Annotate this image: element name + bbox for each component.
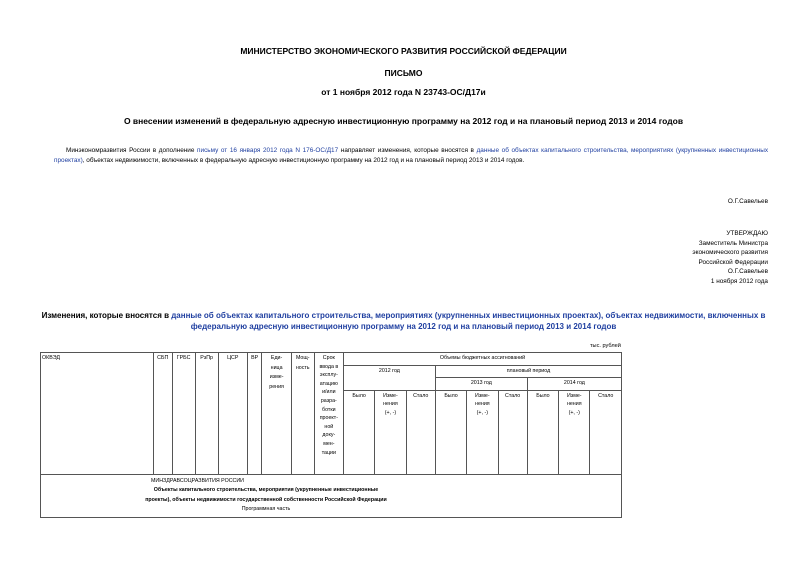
col-was: Было (527, 390, 558, 474)
col-volumes: Объемы бюджетных ассигнований (343, 353, 621, 366)
data-objects-link[interactable]: данные об объектах капитального строительства, мероприятиях (укрупненных инвестиционных проектах) (54, 147, 769, 164)
approval-date: 1 ноября 2012 года (710, 277, 768, 285)
approval-line: О.Г.Савельев (727, 268, 768, 276)
col-was: Было (435, 390, 466, 474)
letter-body (54, 146, 768, 165)
col-csr: ЦСР (218, 353, 247, 475)
col-became: Стало (498, 390, 527, 474)
col-term: Срок ввода в эксплу- атацию и/или разра- ботки проект- ной доку- мен- тации (314, 353, 343, 475)
col-was: Было (343, 390, 374, 474)
table-title-link[interactable]: данные об объектах капитального строительства, мероприятиях (укрупненных инвестиционных проектах), объектах недвижимости, включенных в федеральную адресную инвестиционную программу на 2012 год и на плановый период 2013 и 2014 годов (171, 311, 766, 331)
row-category: Объекты капитального строительства, мероприятия (укрупненные инвестиционные проекты), объекты недвижимости государственной собственности Российской Федерации (145, 487, 387, 503)
col-change: Изме- нения (+, -) (467, 390, 498, 474)
signature: О.Г.Савельев (727, 198, 768, 205)
col-2012: 2012 год (343, 365, 435, 390)
col-okved: ОКВЭД (41, 353, 154, 475)
col-rzpr: РзПр (195, 353, 218, 475)
row-ministry: МИНЗДРАВСОЦРАЗВИТИЯ РОССИИ (151, 477, 244, 484)
col-planned: плановый период (435, 365, 621, 378)
col-grbs: ГРБС (172, 353, 195, 475)
body-text-1: Минэкономразвития России в дополнение (66, 147, 198, 154)
col-2013: 2013 год (435, 378, 527, 391)
row-part: Программная часть (241, 506, 291, 512)
body-text-2: направляет изменения, которые вносятся в (338, 147, 477, 154)
col-vr: ВР (247, 353, 262, 475)
table-section-row (41, 474, 622, 517)
letter-reference-link[interactable]: письму от 16 января 2012 года N 176-ОС/Д17 (197, 147, 339, 154)
document-subject: О внесении изменений в федеральную адресную инвестиционную программу на 2012 год и на плановый период 2013 и 2014 годов (123, 116, 684, 126)
col-capacity: Мощ- ность (291, 353, 314, 475)
changes-table (40, 352, 622, 518)
ministry-title: МИНИСТЕРСТВО ЭКОНОМИЧЕСКОГО РАЗВИТИЯ РОССИЙСКОЙ ФЕДЕРАЦИИ (240, 46, 567, 56)
approval-line: Российской Федерации (698, 258, 768, 266)
document-date-number: от 1 ноября 2012 года N 23743-ОС/Д17и (321, 87, 486, 97)
table-title (40, 310, 767, 332)
unit-label: тыс. рублей (590, 343, 621, 349)
col-became: Стало (590, 390, 622, 474)
approval-block (692, 229, 768, 287)
table-title-prefix: Изменения, которые вносятся в (41, 311, 172, 320)
col-2014: 2014 год (527, 378, 621, 391)
col-became: Стало (406, 390, 435, 474)
approval-title: УТВЕРЖДАЮ (726, 230, 768, 237)
approval-line: Заместитель Министра (698, 239, 768, 247)
col-sbp: СБП (153, 353, 172, 475)
col-change: Изме- нения (+, -) (375, 390, 406, 474)
body-text-3: , объектах недвижимости, включенных в федеральную адресную инвестиционную программу на 2012 год и на плановый период 2013 и 2014 годов. (82, 156, 525, 164)
col-change: Изме- нения (+, -) (559, 390, 590, 474)
document-type: ПИСЬМО (384, 68, 423, 78)
approval-line: экономического развития (692, 249, 768, 257)
col-unit: Еди- ница изме- рения (262, 353, 291, 475)
